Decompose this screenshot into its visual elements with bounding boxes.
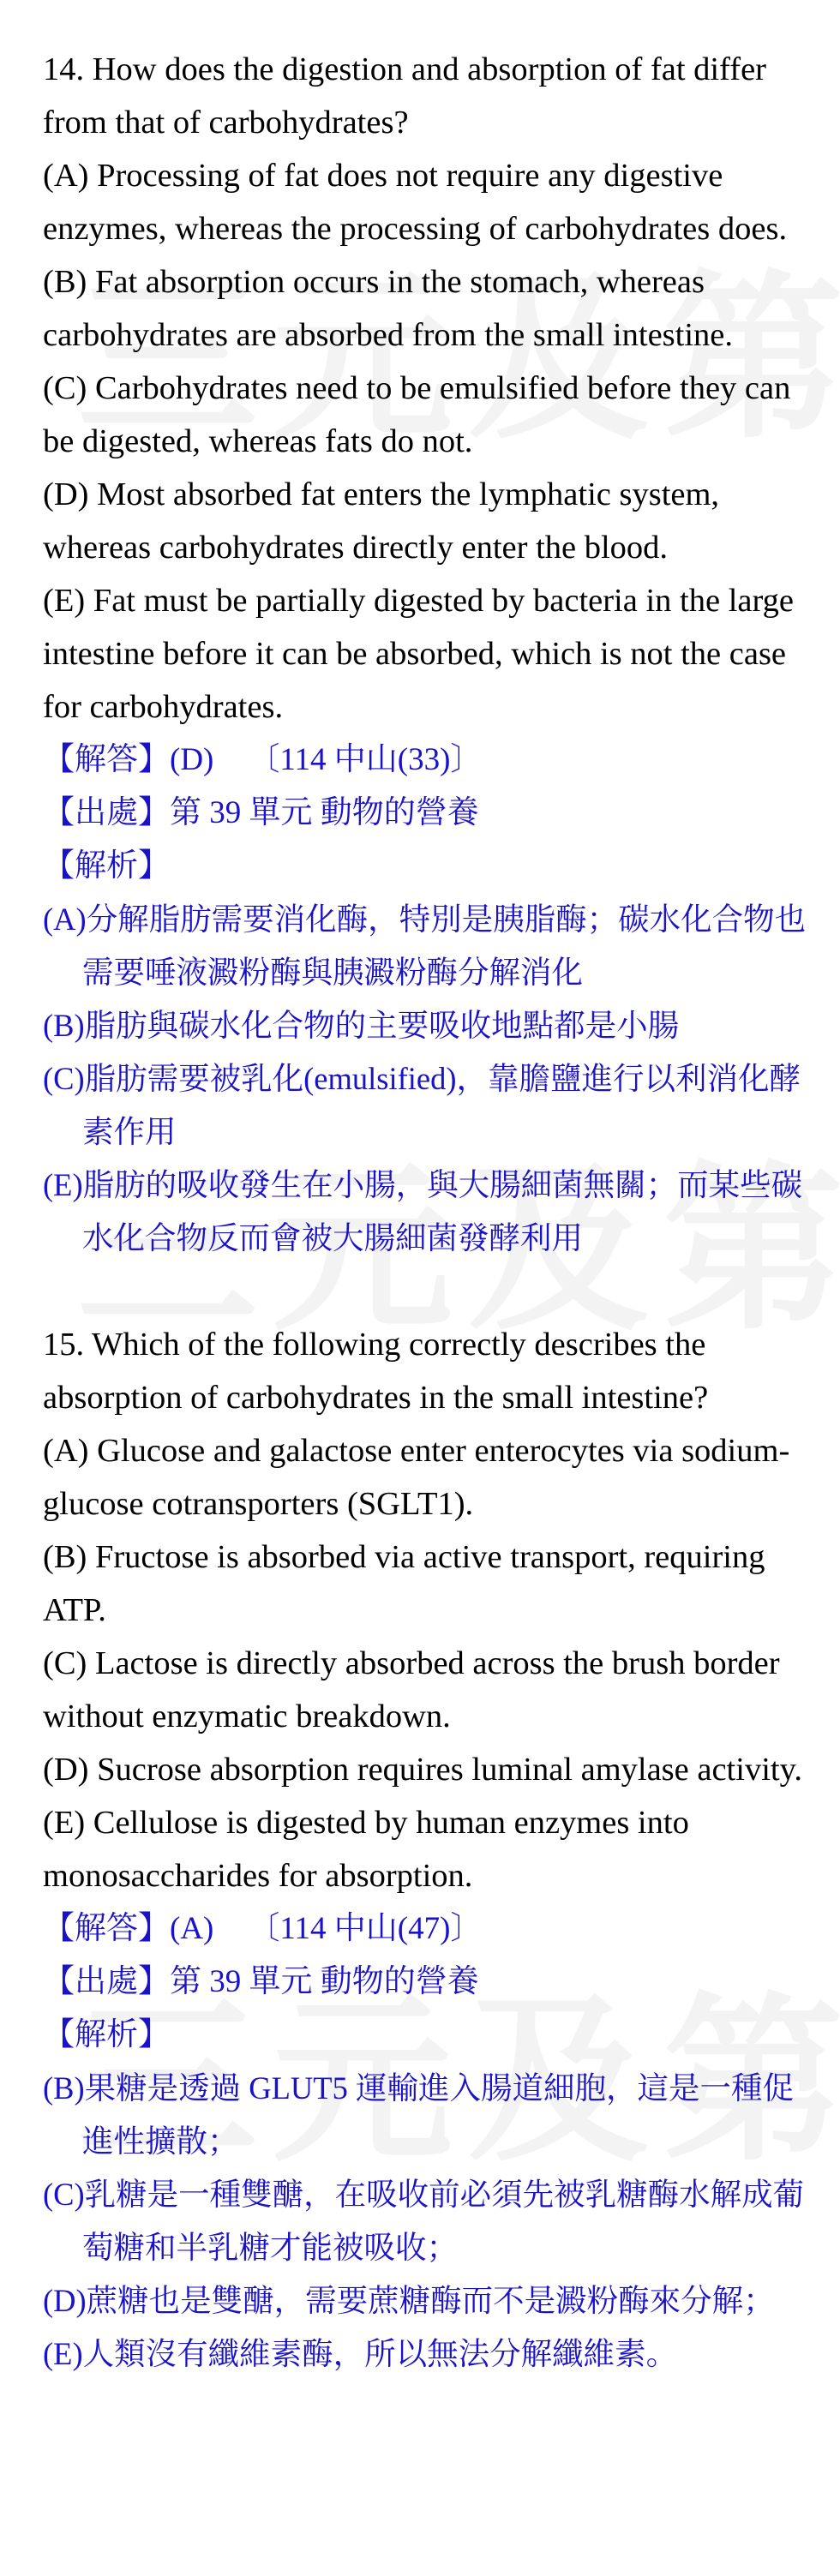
origin-line: 【出處】第 39 單元 動物的營養 bbox=[43, 795, 479, 830]
answer-source: 〔114 中山(47)〕 bbox=[248, 1911, 483, 1946]
option-b: (B) Fructose is absorbed via active transport, requiring ATP. bbox=[43, 1539, 765, 1628]
document-page bbox=[43, 43, 814, 2381]
analysis-label: 【解析】 bbox=[43, 2017, 170, 2052]
answer-line bbox=[43, 1902, 814, 1956]
answer-label: 【解答】(A) bbox=[43, 1911, 214, 1946]
option-a: (A) Glucose and galactose enter enterocytes via sodium-glucose cotransporters (SGLT1). bbox=[43, 1433, 790, 1522]
option-a: (A) Processing of fat does not require any digestive enzymes, whereas the processing of carbohydrates does. bbox=[43, 158, 788, 247]
analysis-item: (D)蔗糖也是雙醣，需要蔗糖酶而不是澱粉酶來分解； bbox=[43, 2283, 775, 2318]
answer-label: 【解答】(D) bbox=[43, 742, 214, 777]
analysis-item: (E)人類沒有纖維素酶，所以無法分解纖維素。 bbox=[43, 2336, 678, 2371]
option-c: (C) Lactose is directly absorbed across the brush border without enzymatic breakdown. bbox=[43, 1645, 780, 1734]
answer-source: 〔114 中山(33)〕 bbox=[248, 742, 483, 777]
analysis-item: (B)脂肪與碳水化合物的主要吸收地點都是小腸 bbox=[43, 1008, 680, 1043]
question-14 bbox=[43, 43, 814, 1265]
analysis-label: 【解析】 bbox=[43, 848, 170, 884]
section-spacer bbox=[43, 1265, 814, 1318]
option-e: (E) Fat must be partially digested by bacteria in the large intestine before it can be absorbed, which is not the case for carbohydrates. bbox=[43, 583, 794, 725]
analysis-item: (B)果糖是透過 GLUT5 運輸進入腸道細胞，這是一種促進性擴散； bbox=[43, 2070, 794, 2159]
answer-line bbox=[43, 734, 814, 787]
question-stem: 14. How does the digestion and absorption of fat differ from that of carbohydrates? bbox=[43, 51, 766, 141]
option-c: (C) Carbohydrates need to be emulsified before they can be digested, whereas fats do not. bbox=[43, 370, 791, 459]
option-d: (D) Sucrose absorption requires luminal amylase activity. bbox=[43, 1752, 802, 1788]
option-d: (D) Most absorbed fat enters the lymphatic system, whereas carbohydrates directly enter the blood. bbox=[43, 476, 720, 566]
question-stem: 15. Which of the following correctly describes the absorption of carbohydrates in the small intestine? bbox=[43, 1327, 709, 1416]
option-b: (B) Fat absorption occurs in the stomach, whereas carbohydrates are absorbed from the small intestine. bbox=[43, 264, 734, 353]
analysis-item: (E)脂肪的吸收發生在小腸，與大腸細菌無關；而某些碳水化合物反而會被大腸細菌發酵利用 bbox=[43, 1167, 803, 1255]
analysis-item: (C)乳糖是一種雙醣，在吸收前必須先被乳糖酶水解成葡萄糖和半乳糖才能被吸收； bbox=[43, 2177, 805, 2265]
analysis-item: (A)分解脂肪需要消化酶，特別是胰脂酶；碳水化合物也需要唾液澱粉酶與胰澱粉酶分解消化 bbox=[43, 902, 807, 990]
analysis-item: (C)脂肪需要被乳化(emulsified)，靠膽鹽進行以利消化酵素作用 bbox=[43, 1061, 801, 1149]
question-15 bbox=[43, 1318, 814, 2381]
origin-line: 【出處】第 39 單元 動物的營養 bbox=[43, 1964, 479, 1999]
option-e: (E) Cellulose is digested by human enzymes into monosaccharides for absorption. bbox=[43, 1805, 689, 1894]
